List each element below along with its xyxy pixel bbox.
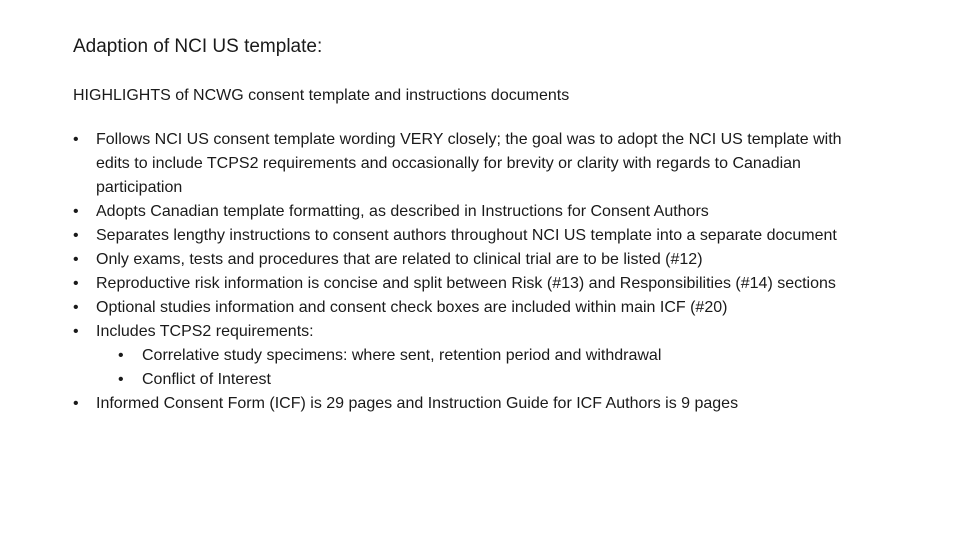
- bullet-dot-icon: •: [73, 131, 79, 148]
- bullet-text: Includes TCPS2 requirements:: [96, 323, 314, 340]
- bullet-dot-icon: •: [73, 395, 79, 412]
- bullet-text: Adopts Canadian template formatting, as described in Instructions for Consent Authors: [96, 203, 709, 220]
- bullet-text: Optional studies information and consent check boxes are included within main ICF (#20): [96, 299, 728, 316]
- bullet-text: Only exams, tests and procedures that are related to clinical trial are to be listed (#12): [96, 251, 703, 268]
- bullet-item: [73, 296, 853, 320]
- bullet-dot-icon: •: [73, 203, 79, 220]
- bullet-text: Informed Consent Form (ICF) is 29 pages and Instruction Guide for ICF Authors is 9 pages: [96, 395, 739, 412]
- sub-bullet-list: [96, 344, 853, 392]
- sub-bullet-text: Conflict of Interest: [142, 371, 271, 388]
- bullet-text: Reproductive risk information is concise and split between Risk (#13) and Responsibilities (#14) sections: [96, 275, 836, 292]
- bullet-text: Separates lengthy instructions to consent authors throughout NCI US template into a separate document: [96, 227, 837, 244]
- bullet-item: [73, 392, 853, 416]
- bullet-list: [73, 128, 853, 416]
- bullet-dot-icon: •: [73, 323, 79, 340]
- bullet-dot-icon: •: [73, 227, 79, 244]
- bullet-dot-icon: •: [118, 347, 124, 364]
- sub-bullet-item: [106, 368, 853, 392]
- bullet-item: [73, 320, 853, 392]
- bullet-dot-icon: •: [73, 251, 79, 268]
- bullet-item: [73, 128, 853, 200]
- bullet-text: Follows NCI US consent template wording VERY closely; the goal was to adopt the NCI US template with edits to include TCPS2 requirements and occasionally for brevity or clarity with regards to Canadian participation: [96, 131, 842, 196]
- bullet-dot-icon: •: [73, 299, 79, 316]
- slide-title: Adaption of NCI US template:: [73, 36, 323, 57]
- bullet-item: [73, 200, 853, 224]
- bullet-dot-icon: •: [118, 371, 124, 388]
- bullet-item: [73, 224, 853, 248]
- bullet-item: [73, 272, 853, 296]
- bullet-item: [73, 248, 853, 272]
- sub-bullet-text: Correlative study specimens: where sent, retention period and withdrawal: [142, 347, 662, 364]
- slide-subtitle: HIGHLIGHTS of NCWG consent template and instructions documents: [73, 87, 570, 104]
- bullet-dot-icon: •: [73, 275, 79, 292]
- sub-bullet-item: [106, 344, 853, 368]
